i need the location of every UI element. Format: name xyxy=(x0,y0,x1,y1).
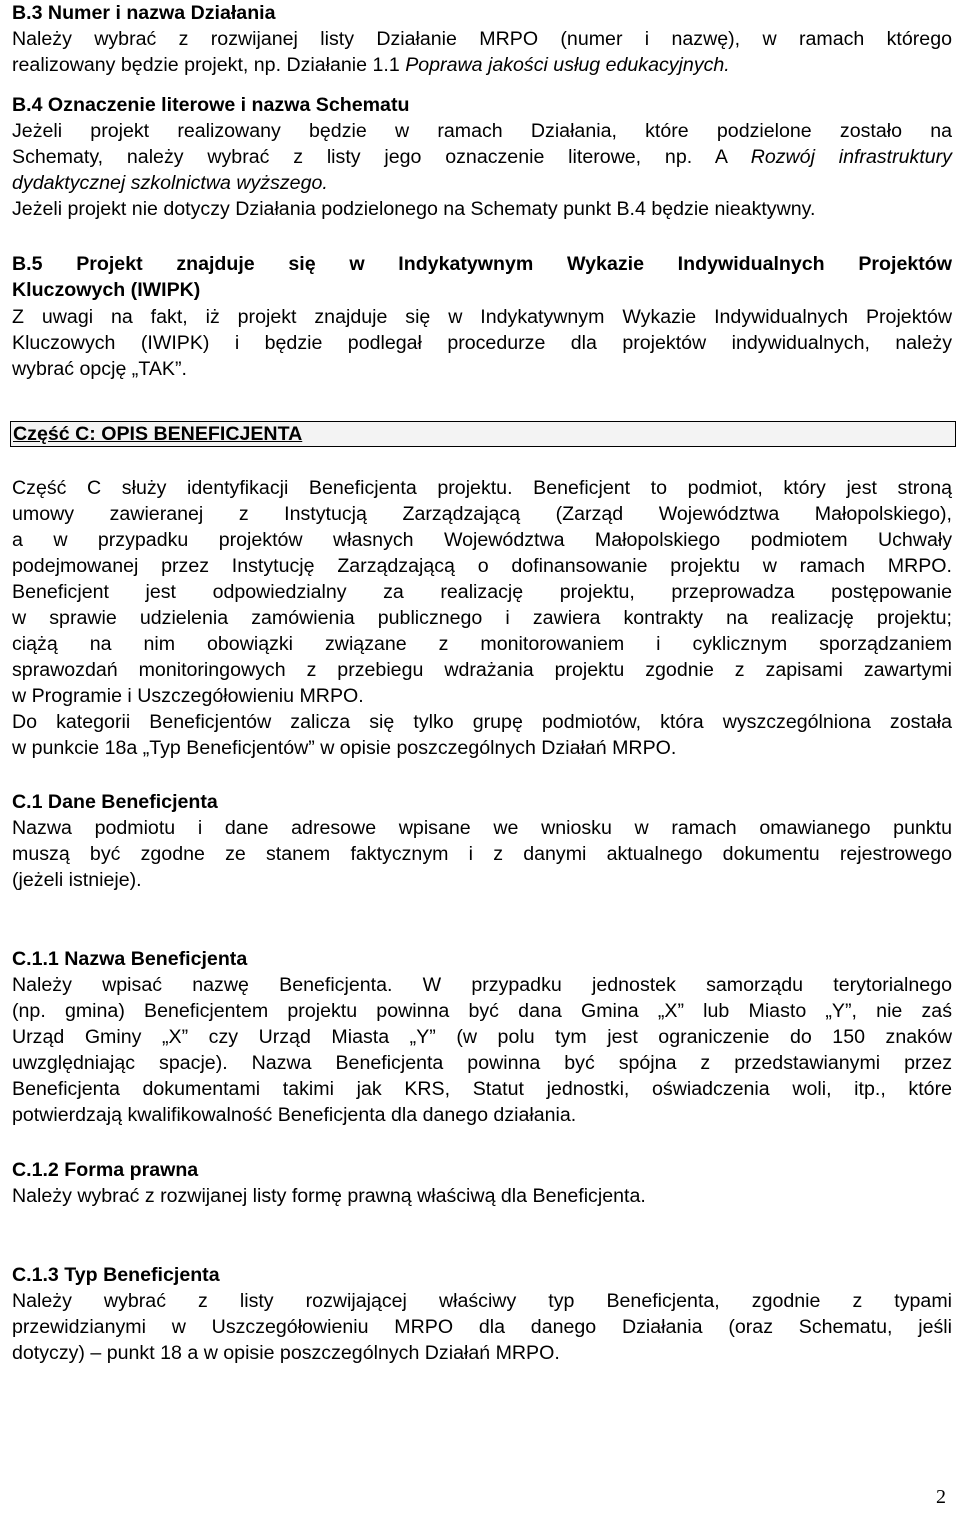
partc-line: ciążą na nim obowiązki związane z monitorowaniem i cyklicznym sporządzaniem xyxy=(12,633,952,655)
partc-line: Część C służy identyfikacji Beneficjenta projektu. Beneficjent to podmiot, który jest stroną xyxy=(12,477,952,499)
b4-example: Rozwój infrastruktury xyxy=(750,146,952,168)
partc-line: a w przypadku projektów własnych Województwa Małopolskiego podmiotem Uchwały xyxy=(12,529,952,551)
partc-line: podejmowanej przez Instytucję Zarządzającą o dofinansowanie projektu w ramach MRPO. xyxy=(12,555,952,577)
b4-line: Jeżeli projekt nie dotyczy Działania podzielonego na Schematy punkt B.4 będzie nieaktywny. xyxy=(12,198,816,220)
b5-heading: Kluczowych (IWIPK) xyxy=(12,279,201,301)
b4-line xyxy=(12,144,952,170)
c11-line: Beneficjenta dokumentami takimi jak KRS, Statut jednostki, oświadczenia woli, itp., które xyxy=(12,1078,952,1100)
c1-line: Nazwa podmiotu i dane adresowe wpisane we wniosku w ramach omawianego punktu xyxy=(12,817,952,839)
b5-line: Z uwagi na fakt, iż projekt znajduje się w Indykatywnym Wykazie Indywidualnych Projektów xyxy=(12,306,952,328)
partc-line: w sprawie udzielenia zamówienia publicznego i zawiera kontrakty na realizację projektu; xyxy=(12,607,952,629)
b5-heading: B.5 Projekt znajduje się w Indykatywnym Wykazie Indywidualnych Projektów xyxy=(12,253,952,275)
c11-line: uwzględniając spacje). Nazwa Beneficjenta powinna być spójna z przedstawianymi przez xyxy=(12,1052,952,1074)
c11-line: potwierdzają kwalifikowalność Beneficjenta dla danego działania. xyxy=(12,1104,577,1126)
partc-line: umowy zawieranej z Instytucją Zarządzającą (Zarząd Województwa Małopolskiego), xyxy=(12,503,952,525)
c13-line: Należy wybrać z listy rozwijającej właściwy typ Beneficjenta, zgodnie z typami xyxy=(12,1290,952,1312)
b3-text: realizowany będzie projekt, np. Działanie 1.1 xyxy=(12,54,406,76)
c13-line: dotyczy) – punkt 18 a w opisie poszczególnych Działań MRPO. xyxy=(12,1342,560,1364)
part-c-title: Część C: OPIS BENEFICJENTA xyxy=(13,423,303,445)
partc-line: sprawozdań monitoringowych z przebiegu wdrażania projektu zgodnie z zapisami zawartymi xyxy=(12,659,952,681)
b4-line: Jeżeli projekt realizowany będzie w ramach Działania, które podzielone zostało na xyxy=(12,120,952,142)
part-c-section-box xyxy=(10,421,956,447)
b3-line: Należy wybrać z rozwijanej listy Działanie MRPO (numer i nazwę), w ramach którego xyxy=(12,28,952,50)
b3-line xyxy=(12,52,952,78)
b4-line: dydaktycznej szkolnictwa wyższego. xyxy=(12,172,328,194)
b4-text: Schematy, należy wybrać z listy jego oznaczenie literowe, np. A xyxy=(12,146,751,168)
c1-line: (jeżeli istnieje). xyxy=(12,869,142,891)
c13-line: przewidzianymi w Uszczegółowieniu MRPO dla danego Działania (oraz Schematu, jeśli xyxy=(12,1316,952,1338)
c1-heading: C.1 Dane Beneficjenta xyxy=(12,791,218,813)
b3-example: Poprawa jakości usług edukacyjnych. xyxy=(405,54,730,76)
c12-heading: C.1.2 Forma prawna xyxy=(12,1159,199,1181)
c11-line: (np. gmina) Beneficjentem projektu powinna być dana Gmina „X” lub Miasto „Y”, nie zaś xyxy=(12,1000,952,1022)
partc-line: Do kategorii Beneficjentów zalicza się tylko grupę podmiotów, która wyszczególniona została xyxy=(12,711,952,733)
b5-line: wybrać opcję „TAK”. xyxy=(12,358,187,380)
partc-line: w Programie i Uszczegółowieniu MRPO. xyxy=(12,685,364,707)
partc-line: w punkcie 18a „Typ Beneficjentów” w opisie poszczególnych Działań MRPO. xyxy=(12,737,677,759)
b3-heading: B.3 Numer i nazwa Działania xyxy=(12,2,276,24)
c11-line: Urząd Gminy „X” czy Urząd Miasta „Y” (w polu tym jest ograniczenie do 150 znaków xyxy=(12,1026,952,1048)
c13-heading: C.1.3 Typ Beneficjenta xyxy=(12,1264,220,1286)
page-number: 2 xyxy=(936,1486,946,1508)
c11-heading: C.1.1 Nazwa Beneficjenta xyxy=(12,948,248,970)
c12-line: Należy wybrać z rozwijanej listy formę prawną właściwą dla Beneficjenta. xyxy=(12,1185,646,1207)
partc-line: Beneficjent jest odpowiedzialny za realizację projektu, przeprowadza postępowanie xyxy=(12,581,952,603)
c11-line: Należy wpisać nazwę Beneficjenta. W przypadku jednostek samorządu terytorialnego xyxy=(12,974,952,996)
c1-line: muszą być zgodne ze stanem faktycznym i z danymi aktualnego dokumentu rejestrowego xyxy=(12,843,952,865)
b5-line: Kluczowych (IWIPK) i będzie podlegał procedurze dla projektów indywidualnych, należy xyxy=(12,332,952,354)
b4-heading: B.4 Oznaczenie literowe i nazwa Schematu xyxy=(12,94,410,116)
